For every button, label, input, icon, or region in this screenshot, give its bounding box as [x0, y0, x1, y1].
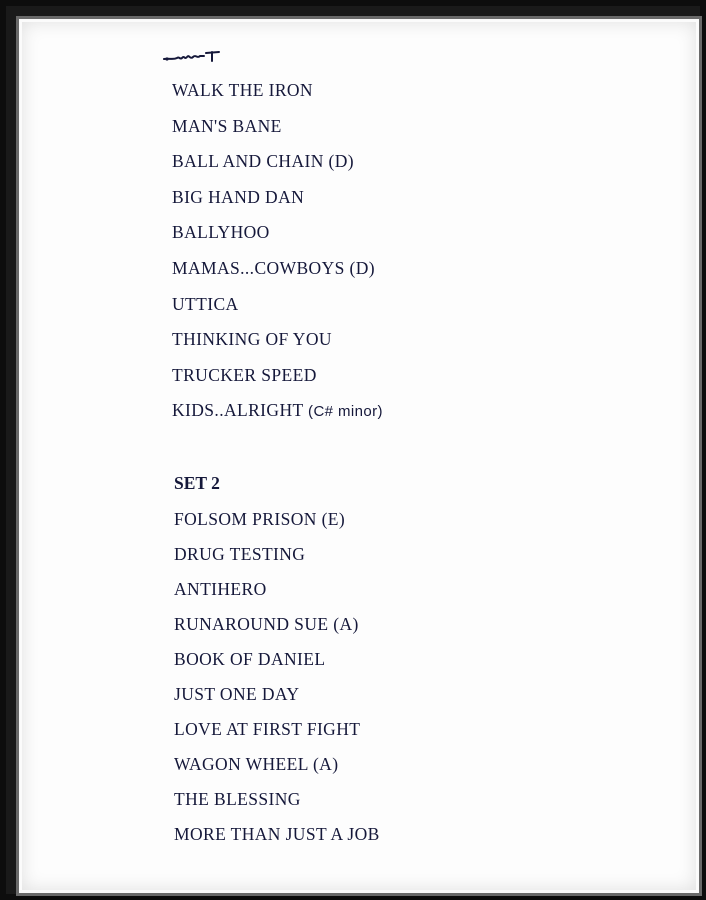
song-item: WALK THE IRON: [172, 80, 313, 100]
song-item: THINKING OF YOU: [172, 329, 332, 350]
song-item-last: [172, 396, 383, 432]
song-item: MAMAS...COWBOYS (D): [172, 257, 376, 278]
song-item: THE BLESSING: [174, 788, 301, 809]
song-item: MAN'S BANE: [172, 115, 282, 136]
song-item: ANTIHERO: [174, 578, 267, 599]
handwritten-scribble: [163, 48, 221, 64]
song-item: FOLSOM PRISON (E): [174, 508, 346, 529]
song-item: TRUCKER SPEED: [172, 364, 317, 385]
song-item: UTTICA: [172, 293, 239, 314]
song-item: RUNAROUND SUE (A): [174, 613, 359, 634]
song-item: BALLYHOO: [172, 222, 270, 243]
song-item: WAGON WHEEL (A): [174, 753, 339, 774]
set-2-heading: SET 2: [174, 473, 220, 493]
song-title: KIDS..ALRIGHT: [172, 400, 304, 421]
song-item: LOVE AT FIRST FIGHT: [174, 718, 361, 739]
song-item: BALL AND CHAIN (D): [172, 151, 355, 172]
set-2-list: [174, 469, 380, 855]
song-item: BOOK OF DANIEL: [174, 648, 326, 669]
set-1-list: [172, 76, 383, 432]
song-item: BIG HAND DAN: [172, 186, 305, 207]
song-item: JUST ONE DAY: [174, 683, 300, 704]
song-item: MORE THAN JUST A JOB: [174, 823, 380, 844]
song-key: (C# minor): [308, 403, 383, 421]
song-item: DRUG TESTING: [174, 543, 306, 564]
